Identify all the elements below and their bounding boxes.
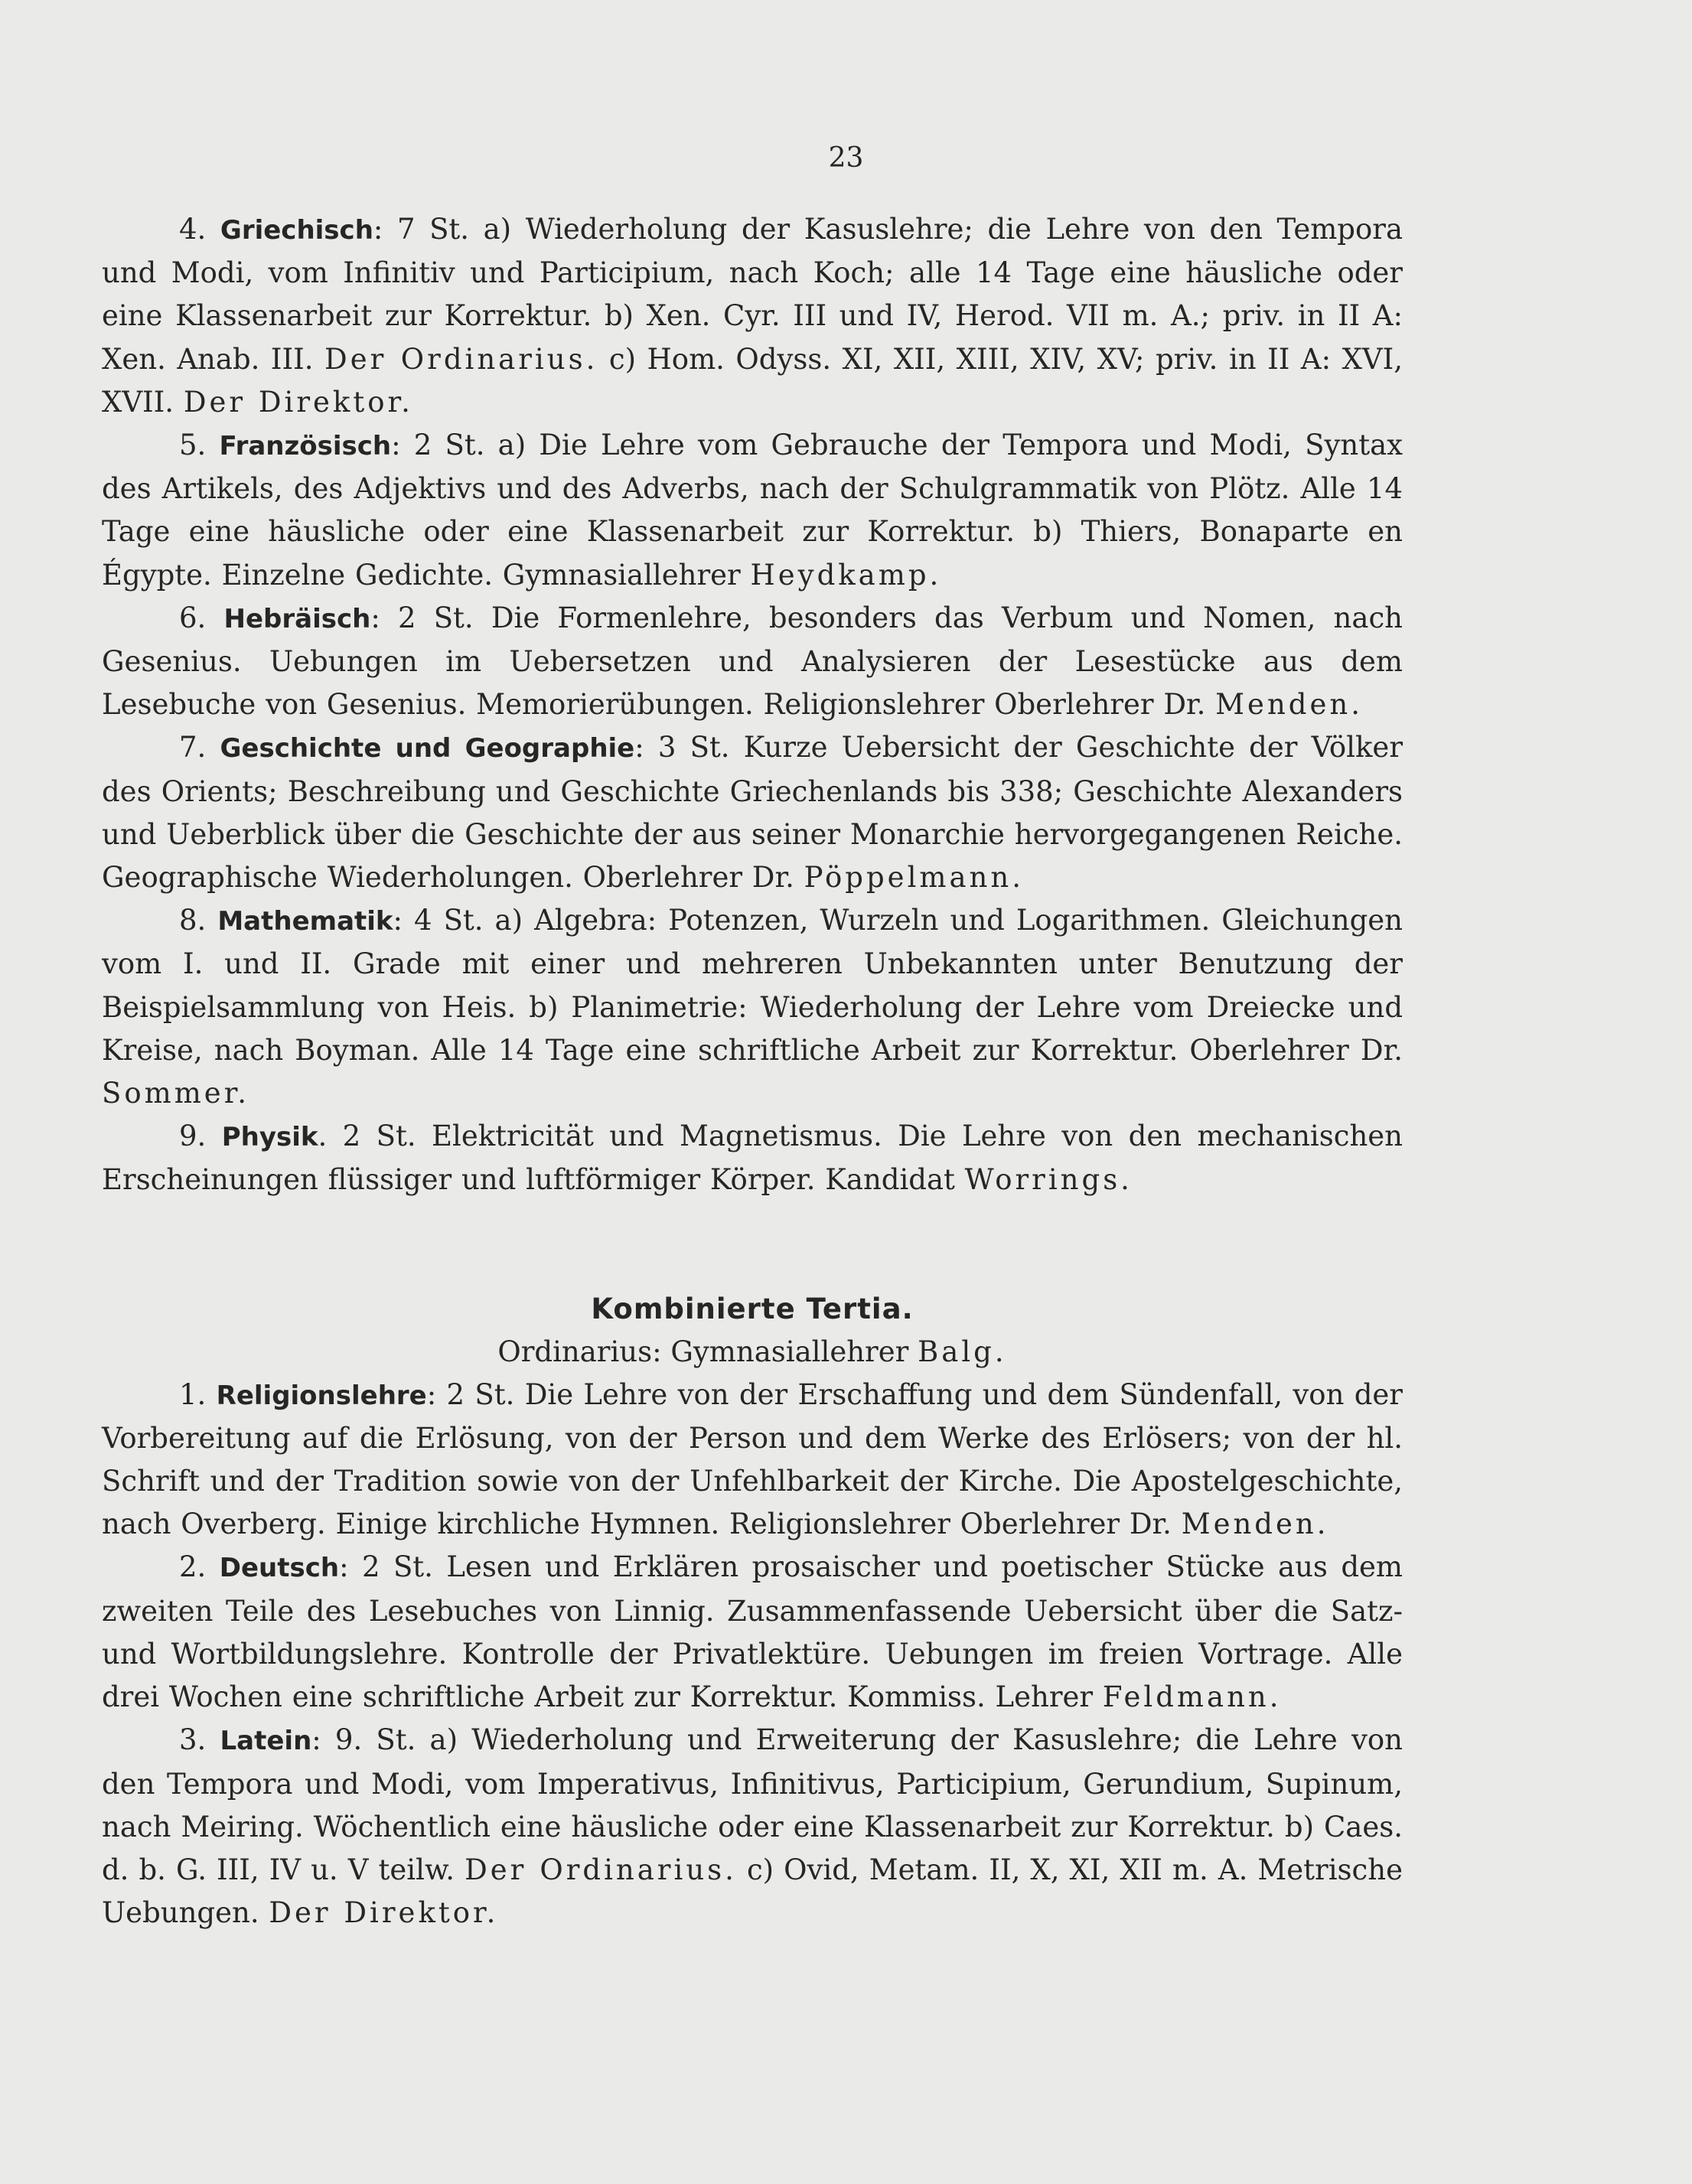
section-two bbox=[102, 1288, 1403, 1935]
curriculum-item-religionslehre bbox=[102, 1374, 1403, 1547]
item-number: 5. bbox=[179, 429, 207, 462]
teacher-name: Der Ordinarius. bbox=[465, 1853, 737, 1886]
curriculum-item-deutsch bbox=[102, 1546, 1403, 1719]
item-number: 4. bbox=[179, 213, 207, 246]
item-number: 1. bbox=[179, 1377, 207, 1411]
teacher-name: Der Direktor. bbox=[183, 385, 413, 419]
teacher-name: Worrings. bbox=[964, 1163, 1133, 1197]
item-text: : 2 St. Lesen und Erklären prosaischer und poetischer Stücke aus dem zweiten Teile des Lesebuches von Linnig. Zusammenfassende Uebersicht über die Satz- und Wortbildungslehre. Kontrolle der Privatlektüre. Uebungen im freien Vortrage. Alle drei Wochen eine schriftliche Arbeit zur Korrektur. Kommiss. Lehrer bbox=[102, 1550, 1403, 1714]
item-text: : 9. St. a) Wiederholung und Erweiterung der Kasuslehre; die Lehre von den Tempora und Modi, vom Imperativus, Infinitivus, Participium, Gerundium, Supinum, nach Meiring. Wöchentlich eine häusliche oder eine Klassenarbeit zur Korrektur. b) Caes. d. b. G. III, IV u. V teilw. bbox=[102, 1723, 1403, 1886]
subject-name: Geschichte und Geographie bbox=[220, 733, 635, 764]
subject-name: Deutsch bbox=[219, 1553, 340, 1584]
curriculum-item-griechisch bbox=[102, 208, 1403, 424]
teacher-name: Menden. bbox=[1181, 1508, 1329, 1541]
teacher-name: Sommer. bbox=[102, 1077, 250, 1110]
subject-name: Latein bbox=[220, 1726, 312, 1757]
subject-name: Religionslehre bbox=[216, 1380, 427, 1411]
subject-name: Französisch bbox=[219, 431, 392, 462]
ordinarius-line bbox=[102, 1331, 1403, 1374]
curriculum-item-latein bbox=[102, 1719, 1403, 1935]
item-text: : 3 St. Kurze Uebersicht der Geschichte der Völker des Orients; Beschreibung und Geschichte Griechenlands bis 338; Geschichte Alexanders und Ueberblick über die Geschichte der aus seiner Monarchie hervorgegangenen Reiche. Geographische Wiederholungen. Oberlehrer Dr. bbox=[102, 731, 1403, 895]
item-text: : 4 St. a) Algebra: Potenzen, Wurzeln und Logarithmen. Gleichungen vom I. und II. Grade mit einer und mehreren Unbekannten unter Benutzung der Beispielsammlung von Heis. b) Planimetrie: Wiederholung der Lehre vom Dreiecke und Kreise, nach Boyman. Alle 14 Tage eine schriftliche Arbeit zur Korrektur. Oberlehrer Dr. bbox=[102, 904, 1403, 1067]
curriculum-item-hebraeisch bbox=[102, 597, 1403, 727]
ordinarius-name: Balg. bbox=[918, 1335, 1007, 1368]
curriculum-item-franzoesisch bbox=[102, 424, 1403, 597]
item-number: 8. bbox=[179, 904, 207, 937]
teacher-name: Menden. bbox=[1215, 688, 1363, 722]
page-number: 23 bbox=[828, 142, 864, 174]
teacher-name: Der Direktor. bbox=[269, 1896, 499, 1930]
teacher-name: Heydkamp. bbox=[750, 558, 942, 592]
item-text: : 2 St. Die Formenlehre, besonders das Verbum und Nomen, nach Gesenius. Uebungen im Uebersetzen und Analysieren der Lesestücke aus dem Lesebuche von Gesenius. Memorierübungen. Religionslehrer Oberlehrer Dr. bbox=[102, 601, 1403, 722]
curriculum-item-mathematik bbox=[102, 899, 1403, 1115]
item-number: 6. bbox=[179, 601, 207, 634]
subject-name: Mathematik bbox=[217, 906, 393, 937]
section-spacer bbox=[102, 1202, 1403, 1288]
section-heading: Kombinierte Tertia. bbox=[591, 1292, 914, 1325]
curriculum-item-physik bbox=[102, 1115, 1403, 1201]
item-text: : 2 St. Die Lehre von der Erschaffung und dem Sündenfall, von der Vorbereitung auf die Erlösung, von der Person und dem Werke des Erlösers; von der hl. Schrift und der Tradition sowie von der Unfehlbarkeit der Kirche. Die Apostelgeschichte, nach Overberg. Einige kirchliche Hymnen. Religionslehrer Oberlehrer Dr. bbox=[102, 1377, 1403, 1541]
item-number: 2. bbox=[179, 1550, 207, 1584]
item-text: : 7 St. a) Wiederholung der Kasuslehre; die Lehre von den Tempora und Modi, vom Infinitiv und Participium, nach Koch; alle 14 Tage eine häusliche oder eine Klassenarbeit zur Korrektur. b) Xen. Cyr. III und IV, Herod. VII m. A.; priv. in II A: Xen. Anab. III. bbox=[102, 213, 1403, 376]
item-text-continued: c) Hom. Odyss. XI, XII, XIII, XIV, XV; priv. in II A: XVI, XVII. bbox=[102, 342, 1403, 419]
item-number: 9. bbox=[179, 1120, 207, 1153]
item-text: . 2 St. Elektricität und Magnetismus. Die Lehre von den mechanischen Erscheinungen flüssiger und luftförmiger Körper. Kandidat bbox=[102, 1120, 1403, 1197]
subject-name: Physik bbox=[221, 1122, 318, 1153]
teacher-name: Pöppelmann. bbox=[804, 861, 1024, 895]
subject-name: Hebräisch bbox=[223, 603, 371, 634]
teacher-name: Feldmann. bbox=[1102, 1680, 1282, 1714]
item-number: 3. bbox=[179, 1723, 207, 1757]
teacher-name: Der Ordinarius. bbox=[324, 342, 598, 376]
item-text-continued: c) Ovid, Metam. II, X, XI, XII m. A. Metrische Uebungen. bbox=[102, 1853, 1403, 1930]
page-content bbox=[102, 208, 1403, 1935]
curriculum-item-geschichte bbox=[102, 726, 1403, 899]
item-number: 7. bbox=[179, 731, 207, 764]
ordinarius-prefix: Ordinarius: Gymnasiallehrer bbox=[497, 1335, 918, 1368]
subject-name: Griechisch bbox=[220, 215, 373, 246]
section-one bbox=[102, 208, 1403, 1202]
item-text: : 2 St. a) Die Lehre vom Gebrauche der Tempora und Modi, Syntax des Artikels, des Adjektivs und des Adverbs, nach der Schulgrammatik von Plötz. Alle 14 Tage eine häusliche oder eine Klassenarbeit zur Korrektur. b) Thiers, Bonaparte en Égypte. Einzelne Gedichte. Gymnasiallehrer bbox=[102, 429, 1403, 592]
